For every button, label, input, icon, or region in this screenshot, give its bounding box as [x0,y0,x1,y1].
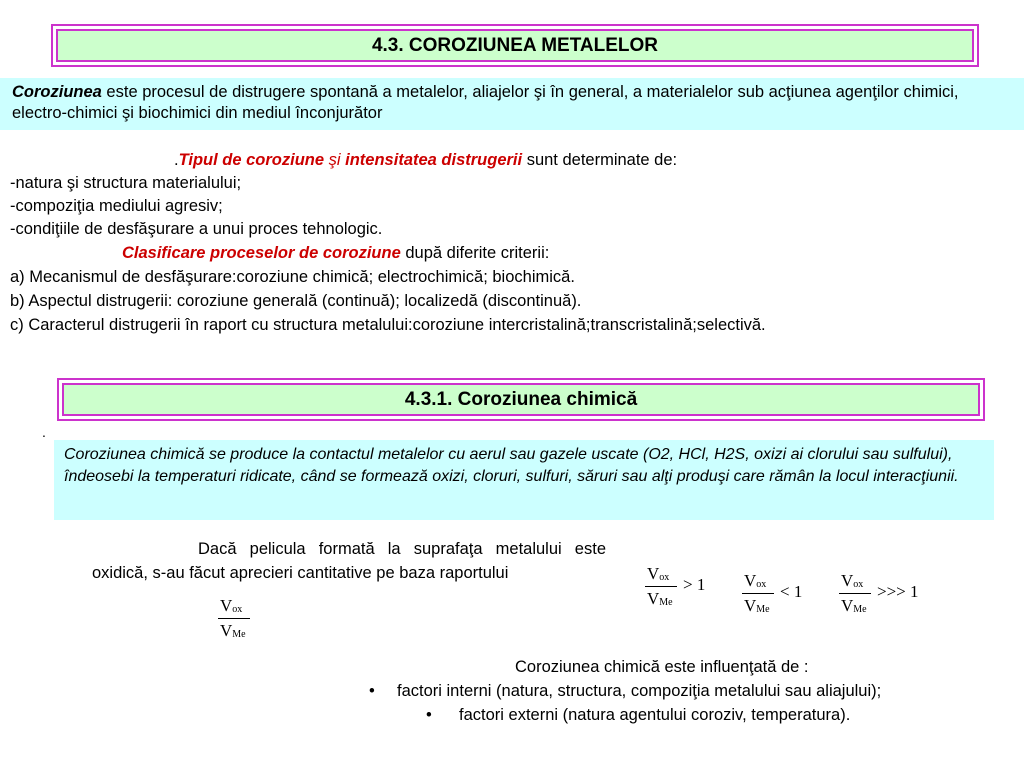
condition-operator: < 1 [780,582,803,601]
ratio-paragraph-text: Dacă pelicula formată la suprafaţa metalului este oxidică, s-au făcut aprecieri cantitative pe baza raportului [92,540,606,582]
influence-bullet-text: factori interni (natura, structura, compoziţia metalului sau aliajului); [397,682,882,700]
condition-operator: >>> 1 [877,582,919,601]
bullet-icon: • [369,682,375,700]
classification-heading-suffix: după diferite criterii: [400,244,550,262]
types-item: -condiţiile de desfăşurare a unui proces tehnologic. [10,220,383,238]
fraction-bar [839,593,871,594]
condition-much-greater [839,571,929,627]
types-item: -natura şi structura materialului; [10,174,242,192]
ratio-paragraph [92,537,606,585]
classification-item: b) Aspectul distrugerii: coroziune generală (continuă); localizedă (discontinuă). [10,292,582,310]
fraction-bar [218,618,250,619]
influence-bullet [369,682,881,701]
ratio-den-sub: Me [232,629,246,640]
types-suffix: sunt determinate de: [522,151,678,169]
fraction-bar [742,593,774,594]
section-subtitle: 4.3.1. Coroziunea chimică [62,383,980,416]
ratio-num-sub: ox [232,604,243,615]
types-part1: Tipul de coroziune [178,151,329,169]
condition-less [742,571,812,627]
cond-num-sub: ox [853,579,864,590]
definition-box [0,78,1024,130]
classification-item: c) Caracterul distrugerii în raport cu structura metalului:coroziune intercristalină;transcristalină;selectivă. [10,316,766,334]
cond-den-main: V [647,589,660,608]
cond-num-sub: ox [659,572,670,583]
types-part3: intensitatea distrugerii [340,151,523,169]
condition-operator: > 1 [683,575,706,594]
ratio-num-main: V [220,596,233,615]
ratio-fraction [218,596,258,652]
chemical-description: Coroziunea chimică se produce la contactul metalelor cu aerul sau gazele uscate (O2, HCl, H2S, oxizi ai clorului sau sulfului), îndeosebi la temperaturi ridicate, când se formează oxizi, cloruri, sulfuri, săruri sau alţi produşi care rămân la locul interacţiunii. [54,440,994,520]
types-prefix: . [174,151,179,169]
classification-heading [122,244,549,263]
cond-den-main: V [744,596,757,615]
fraction-bar [645,586,677,587]
influence-bullet-text: factori externi (natura agentului coroziv, temperatura). [459,706,851,724]
cond-num-main: V [744,571,757,590]
cond-num-main: V [647,564,660,583]
ratio-den-main: V [220,621,233,640]
influence-heading: Coroziunea chimică este influenţată de : [515,658,809,676]
cond-den-sub: Me [659,597,673,608]
bullet-dot: . [42,424,46,440]
definition-term: Coroziunea [12,83,102,101]
page-title: 4.3. COROZIUNEA METALELOR [56,29,974,62]
cond-den-sub: Me [756,604,770,615]
bullet-icon: • [426,706,432,724]
types-heading [174,151,677,170]
types-part2: şi [328,151,341,169]
classification-heading-text: Clasificare proceselor de coroziune [122,244,401,262]
types-item: -compoziţia mediului agresiv; [10,197,223,215]
cond-num-main: V [841,571,854,590]
cond-num-sub: ox [756,579,767,590]
condition-greater [645,564,715,620]
classification-item: a) Mecanismul de desfăşurare:coroziune chimică; electrochimică; biochimică. [10,268,575,286]
cond-den-main: V [841,596,854,615]
definition-text: este procesul de distrugere spontană a metalelor, aliajelor şi în general, a materialelor sub acţiunea agenţilor chimici, electro-chimici şi biochimici din mediul înconjurător [12,83,959,122]
influence-bullet [426,706,850,725]
cond-den-sub: Me [853,604,867,615]
